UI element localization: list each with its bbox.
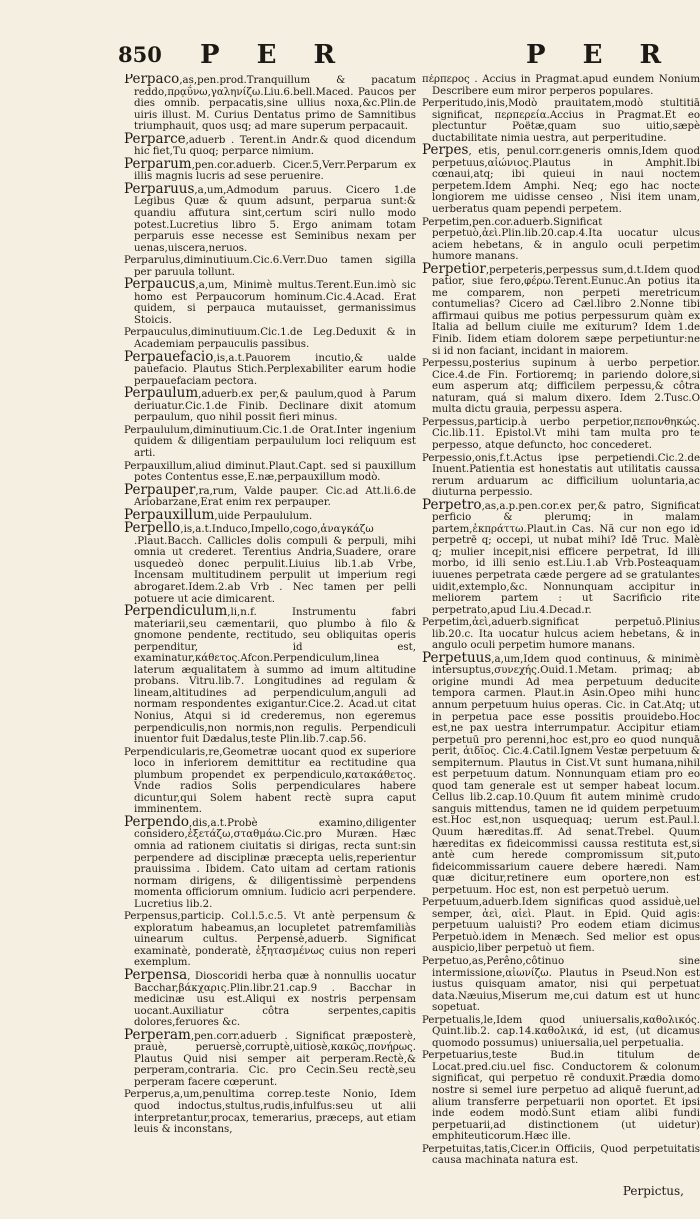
left-column: [124, 74, 416, 1204]
entry-headword: Perpauefacio: [124, 348, 214, 365]
entry-text: ,is,a.t.Induco,Impello,cogo,ἀναγκάζω .Plaut.Bacch. Callicles dolis compuli & perpuli, mihi omnia ut crederet. Terentius Andria,Suadere, orare usquedeò donec perpulit.Liuius lib.1.ab Vrbe, Incensam multitudinem perpulit ut imperium regi abrogaret.Idem.2.ab Vrb . Nec tamen per pelli potuere ut acie dimicarent.: [134, 524, 416, 605]
entry-headword: Perpessio: [422, 452, 472, 464]
entry-headword: Perperitudo: [422, 98, 484, 110]
dictionary-entry: [124, 1089, 416, 1135]
entry-headword: Perparum: [124, 155, 192, 172]
entry-text: ,dis,a.t.Probè examino,diligenter considero,ἐξετάζω,σταθμάω.Cic.pro Muræn. Hæc omnia ad rationem ciuitatis si dirigas, recta sunt:sin perpendere ad disciplinæ præcepta uelis,reperientur prauissima . Ibidem. Cato uitam ad certam rationis normam dirigens, & diligentissimè perpendens momenta officiorum omnium. Iudicio acri perpendere. Lucretius lib.2.: [134, 817, 416, 910]
entry-text: ,particip.à uerbo perpetior,πεπονθηκώς. Cic.lib.11. Epistol.Vt mihi tam multa pro te perpesso, atque defuncto, hoc concederet.: [432, 416, 700, 451]
entry-headword: Perparuus: [124, 180, 195, 197]
entry-headword: Perpaco: [124, 74, 180, 87]
entry-headword: Perpetuum: [422, 897, 479, 909]
dictionary-entry: [124, 481, 416, 509]
entry-text: ,a,um, Minimè multus.Terent.Eun.imò sic homo est Perpaucorum hominum.Cic.4.Acad. Erat quidem, si perpauca mutauisset, germanissimus Stoicis.: [134, 280, 416, 326]
entry-text: ,onis,f.t.Actus ipse perpetiendi.Cic.2.de Inuent.Patientia est honestatis aut utilitatis caussa rerum arduarum ac difficilium uoluntaria,ac diuturna perpessio.: [432, 452, 700, 499]
entry-headword: Perpaululum: [124, 424, 190, 436]
dictionary-entry: [422, 74, 700, 97]
page-number: 850: [118, 42, 162, 67]
entry-text: , Dioscoridi herba quæ à nonnullis uocatur Bacchar,βάκχαρις.Plin.libr.21.cap.9 . Bacchar in medicinæ usu est.Aliqui ex nostris perpensam uocant.Auxiliatur côtra serpentes,capitis dolores,feruores &c.: [134, 971, 416, 1029]
entry-headword: Perpendicularis: [124, 746, 206, 758]
entry-headword: Perpetim: [422, 617, 469, 629]
entry-headword: Perperus: [124, 1089, 171, 1101]
right-column: [422, 74, 700, 1204]
entry-headword: Perpessu: [422, 358, 469, 370]
entry-headword: Perpetuarius: [422, 1050, 489, 1062]
entry-headword: Perpaucus: [124, 276, 196, 293]
dictionary-entry: [124, 603, 416, 746]
entry-text: ,pen.cor.aduerb. Cicer.5,Verr.Perparum ex illis magnis lucris ad sese peruenire.: [134, 159, 416, 183]
entry-headword: Perpensa: [124, 967, 188, 984]
entry-text: ,particip. Col.l.5.c.5. Vt antè perpensum & exploratum habeamus,an locupletet patremfamiliàs uinearum cultus. Perpensè,aduerb. Significat examinatè, ponderatè, ἐξητασμένως cuius non reperi exemplum.: [134, 911, 416, 969]
dictionary-entry: [124, 747, 416, 816]
dictionary-entry: [124, 348, 416, 388]
dictionary-entry: [124, 255, 416, 278]
entry-text: ,a,um,penultima correp.teste Nonio, Idem quod indoctus,stultus,rudis,infulfus:seu ut alii interpretantur,procax, temerarius, præceps, aut etiam leuis & inconstans,: [134, 1089, 416, 1136]
entry-headword: Perpendiculum: [124, 603, 228, 620]
entry-text: ,perpeteris,perpessus sum,d.t.Idem quod patior, siue fero,φέρω.Terent.Eunuc.An potius ita me comparem, non perpeti meretricum contumelias? Cicero ad Cæl.libro 2.Nonne tibi affirmaui quibus me potius perpessurum quàm ex Italia ad bellum ciuile me exiturum? Idem 1.de Finib. Iidem etiam dolorem sæpe perpetiuntur:ne si id non faciant, incidant in maiorem.: [432, 264, 700, 357]
entry-headword: Perpendo: [124, 813, 190, 830]
dictionary-entry: [422, 649, 700, 896]
running-head-left: P E R: [200, 40, 350, 70]
entry-headword: Perpetuo: [422, 956, 469, 968]
entry-text: ,re,Geometræ uocant quod ex superiore loco in inferiorem demittitur ea rectitudine qua plumbum propendet ex perpendiculo,κατακάθετος. Vnde radios Solis perpendiculares habere dicuntur,qui Solem habent rectè supra caput imminentem.: [134, 746, 416, 816]
dictionary-entry: [422, 142, 700, 216]
dictionary-entry: [124, 276, 416, 326]
entry-text: ,as,a.p.pen.cor.ex per,& patro, Significat perficio & plerumq; in malam partem,ἐκπράττω.Plaut.in Cas. Nã cur non ego id perpetrē q; occepi, ut nubat mihi? Idē Truc. Malè q; mulier incepit,nisi efficere perpetrat, Id illi morbo, id illi senio est.Liu.1.ab Vrb.Posteaquam iuuenes perpetrata cæde pergere ad se gratulantes uidit,extemplo,&c. Nonnunquam accipitur in meliorem partem : ut Sacrificio rite perpetrato,apud Liu.4.Decad.r.: [432, 500, 700, 616]
entry-text: ,tatis,Cicer.in Officiis, Quod perpetuitatis causa machinata natura est.: [432, 1143, 700, 1167]
dictionary-entry: [124, 327, 416, 350]
entry-headword: Perpauxillum: [124, 460, 193, 472]
entry-text: ,posterius supinum à uerbo perpetior. Cice.4.de Fin. Fortioremq; in pariendo dolore,si eum asperum atq; difficilem perpessu,& côtra naturam, quá si malum dixero. Idem 2.Tusc.O multa dictu grauia, perpessu aspera.: [432, 358, 700, 416]
entry-text: ,a,um,Idem quod continuus, & minimè intersuptus,συνεχής.Ouid.1.Metam. primaq; ab origine mundi Ad mea perpetuum deducite tempora carmen. Plaut.in Asin.Opeo mihi hunc annum perpetuum huius operas. Cic. in Cat.Atq; ut in perpetua pace esse possitis prouidebo.Hoc est,ne pax uestra interrumpatur. Accipitur etiam perpetuū pro perenni,hoc est,pro eo quod nunquā perit, ἀιδῖος. Cic.4.Catil.Ignem Vestæ perpetuum & sempiternum. Plautus in Cist.Vt sunt humana,nihil est perpetuum datum. Nonnunquam etiam pro eo quod tam generale est ut semper habeat locum. Cellus lib.2.cap.10.Quum fit autem minimè crudo sanguis mittendus, tamen ne id quidem perpetuum est.Hoc est,non usquequaq; uerum est.Paul.l. Quum hæreditas.ff. Ad senat.Trebel. Quum hæreditas ex fideicommissi caussa restituta est,si antè cum herede compromissum sit,puto fideicommissarium cauere debere hæredi. Nam quæ dicitur,retinere eum oportere,non est perpetuum. Hoc est, non est perpetuò uerum.: [432, 653, 700, 896]
entry-headword: Perpetuitas: [422, 1143, 482, 1155]
entry-headword: Perparulus: [124, 255, 181, 267]
dictionary-entry: [422, 217, 700, 263]
dictionary-entry: [124, 461, 416, 484]
dictionary-entry: [422, 1144, 700, 1167]
entry-text: ,as,pen.prod.Tranquillum & pacatum reddo,πρᾳΰνω,γαληνίζω.Liu.6.bell.Maced. Paucos per dies omnib. perpacatis,sine ullius noxa,&c.Plin.de uiris illust. M. Curius Dentatus primo de Samnitibus triumphauit, quos usq; ad mare superum perpacauit.: [134, 75, 416, 133]
entry-text: ,diminutiuum.Cic.1.de Leg.Deduxit & in Academiam perpauculis passibus.: [134, 327, 416, 351]
dictionary-entry: [124, 1026, 416, 1089]
entry-text: ,ra,rum, Valde pauper. Cic.ad Att.li.6.de Ariobarzane,Erat enim rex perpauper.: [134, 485, 416, 509]
entry-text: πέρπερος . Accius in Pragmat.apud eundem Nonium Describere eum miror perperos populares.: [422, 74, 700, 97]
entry-headword: Perpessus: [422, 416, 475, 428]
entry-headword: Perperam: [124, 1026, 191, 1043]
running-head-right: P E R: [526, 40, 676, 70]
entry-text: ,diminutiuum.Cic.6.Verr.Duo tamen sigilla per paruula tollunt.: [134, 255, 416, 278]
entry-headword: Perpetim: [422, 216, 469, 228]
entry-text: ,pen.cor.aduerb.Significat perpetuò,ἀεὶ.Plin.lib.20.cap.4.Ita uocatur ulcus aciem hebetans, & in angulo oculi perpetim humore manans.: [432, 216, 700, 263]
catchword: Perpictus,: [622, 1184, 684, 1198]
entry-headword: Perpes: [422, 142, 469, 159]
entry-text: ,diminutiuum.Cic.1.de Orat.Inter ingenium quidem & diligentiam perpaululum loci reliquum est arti.: [134, 424, 416, 459]
dictionary-entry: [422, 358, 700, 416]
entry-text: ,aduerb . Terent.in Andr.& quod dicendum hic fiet,Tu quoq; perparce nimium.: [134, 134, 416, 158]
dictionary-entry: [422, 617, 700, 652]
dictionary-entry: [124, 180, 416, 254]
dictionary-entry: [124, 520, 416, 605]
entry-headword: Perpello: [124, 520, 181, 537]
dictionary-entry: [124, 813, 416, 910]
dictionary-entry: [422, 260, 700, 357]
dictionary-entry: [124, 74, 416, 133]
entry-text: ,pen.corr.aduerb . Significat præposterè, prauè, peruersè,corruptè,uitiosè,κακῶς,πονήρως. Plautus Quid nisi semper ait perperam.Rectè,& perperam,contraria. Cic. pro Cecin.Seu rectè,seu perperam facere cœperunt.: [134, 1030, 416, 1088]
dictionary-entry: [422, 1050, 700, 1142]
entry-headword: Perpauculus: [124, 327, 188, 339]
entry-text: ,ἀεὶ,aduerb.significat perpetuō.Plinius lib.20.c. Ita uocatur hulcus aciem hebetans, & in angulo oculi perpetim humore manans.: [432, 617, 700, 652]
entry-text: ,is,a.t.Pauorem incutio,& ualde pauefacio. Plautus Stich.Perplexabiliter earum hodie perpauefaciam pectora.: [134, 352, 416, 387]
dictionary-entry: [124, 385, 416, 424]
entry-text: ,inis,Modò prauitatem,modò stultitiā significat, περπερεία.Accius in Pragmat.Et eo plectuntur Poëtæ,quam suo uitio,sæpè ductabilitate nimia uestra, aut perperitudine.: [432, 98, 700, 144]
dictionary-entry: [124, 155, 416, 183]
entry-headword: Perpetualis: [422, 1014, 481, 1026]
dictionary-entry: [422, 98, 700, 144]
entry-text: ,le,Idem quod uniuersalis,καθολικός. Quint.lib.2. cap.14.καθολικά, id est, (ut dicamus quomodo possumus) uniuersalia,uel perpetualia.: [432, 1014, 700, 1049]
dictionary-entry: [124, 425, 416, 460]
entry-headword: Perpensus: [124, 911, 178, 923]
entry-headword: Perpauper: [124, 481, 196, 498]
entry-headword: Perpaulum: [124, 385, 199, 402]
entry-text: ,li,n.f. Instrumentu fabri materiarii,seu cæmentarii, quo plumbo à filo & gnomone pendente, rectitudo, seu obliquitas operis perpenditur, id est, examinatur,κάθετος.Afcon.Perpendiculum,linea laterum æqualitatem à summo ad imum altitudine probans. Vitru.lib.7. Longitudines ad regulam & lineam,altitudines ad perpendiculum,anguli ad normam respondentes exigantur.Cice.2. Acad.ut citat Nonius, Atqui si id crederemus, non egeremus perpendiculis,non normis,non regulis. Perpendiculi inuentor fuit Dædalus,teste Plin.lib.7.cap.56.: [134, 607, 416, 746]
entry-text: ,teste Bud.in titulum de Locat.pred.ciu.uel fisc. Conductorem & colonum significat, qui perpetuo rē conduxit.Prædia domo nostre si semel iure perpetuo ad aliquē fuerunt,ad alium transferre perpetuarii non oportet. Et ipsi inde eodem modò.Sunt etiam alibi fundi perpetuarii,ad distinctionem (ut uidetur) emphiteuticorum.Hæc ille.: [432, 1050, 700, 1143]
dictionary-entry: [422, 1015, 700, 1050]
entry-text: ,aduerb.ex per,& paulum,quod à Parum deriuatur.Cic.1.de Finib. Declinare dixit atomum perpaulum, quo nihil possit fieri minus.: [134, 389, 416, 424]
entry-headword: Perpetior: [422, 260, 486, 277]
entry-text: ,a,um,Admodum paruus. Cicero 1.de Legibus Quæ & quum adsunt, perparua sunt:& quandiu affutura sint,certum sciri nullo modo potest.Lucretius libro 5. Ergo animam totam perparuis esse necesse est Seminibus nexam per uenas,uiscera,neruos.: [134, 184, 416, 254]
entry-headword: Perparce: [124, 130, 186, 147]
entry-text: , etis, penul.corr.generis omnis,Idem quod perpetuus,αἰώνιος.Plautus in Amphit.Ibi cœnaui,atq; ibi quieui in naui noctem perpetem.Idem Amphi. Neq; ego hac nocte longiorem me uidisse censeo , Nisi item unam, uerberatus quam pependi perpetem.: [432, 146, 700, 216]
dictionary-entry: [124, 130, 416, 158]
entry-text: ,as,Perêno,côtinuo sine intermissione,αἰωνίζω. Plautus in Pseud.Non est iustus quisquam amator, nisi qui perpetuat data.Næuius,Miserum me,cui datum est ut hunc sopetuat.: [432, 956, 700, 1014]
dictionary-entry: [124, 911, 416, 969]
entry-headword: Perpauxillum: [124, 506, 215, 523]
entry-headword: Perpetuus: [422, 649, 492, 666]
dictionary-entry: [422, 897, 700, 955]
dictionary-entry: [422, 417, 700, 452]
entry-text: ,aliud diminut.Plaut.Capt. sed si pauxillum potes Contentus esse,E.næ,perpauxillum modò.: [134, 460, 416, 484]
entry-headword: Perpetro: [422, 496, 482, 513]
dictionary-entry: [422, 496, 700, 616]
dictionary-entry: [124, 967, 416, 1029]
entry-text: ,aduerb.Idem significas quod assiduè,uel semper, ἀεὶ, αἰεὶ. Plaut. in Epid. Quid agis: perpetuum ualuisti? Pro eodem etiam dicimus Perpetuò.idem in Menæch. Sed melior est opus auspicio,liber perpetuò ut fiem.: [432, 897, 700, 955]
dictionary-entry: [422, 956, 700, 1014]
dictionary-entry: [422, 453, 700, 499]
entry-text: ,uide Perpaululum.: [214, 510, 313, 522]
